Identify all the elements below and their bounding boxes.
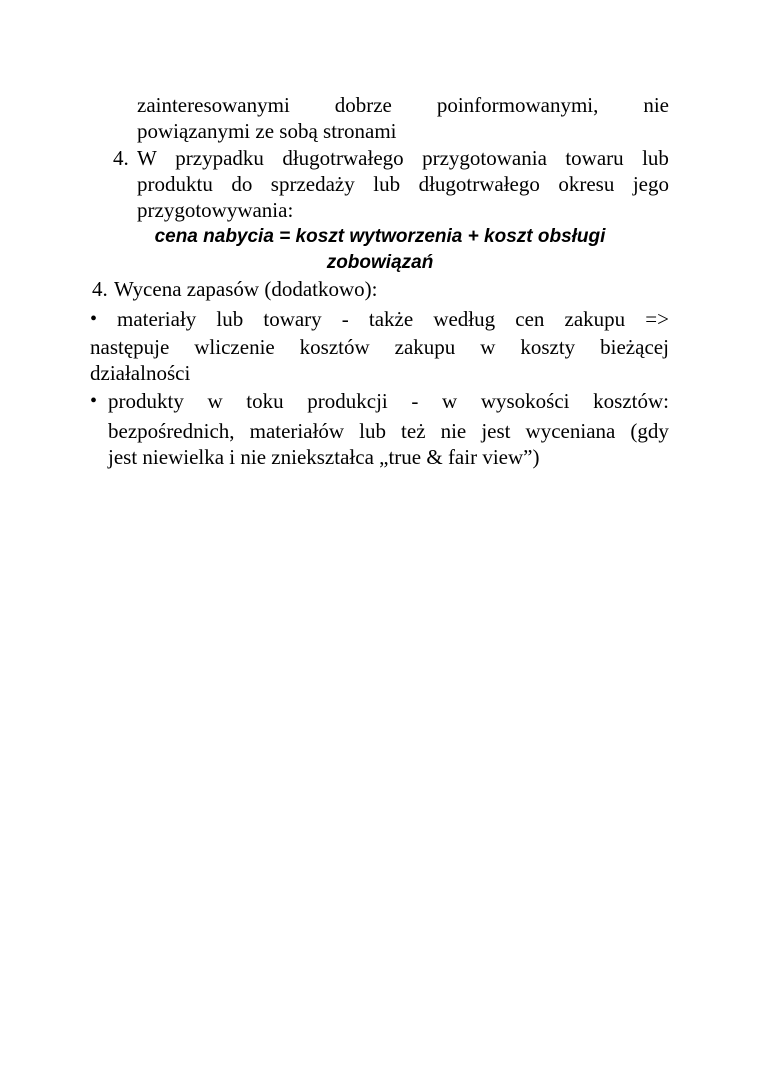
item3-line2: powiązanymi ze sobą stronami	[137, 119, 397, 143]
word: lub	[373, 172, 401, 196]
word: przypadku	[175, 146, 264, 170]
word: do	[231, 172, 253, 196]
word: jest	[481, 419, 511, 443]
word: produktu	[137, 172, 213, 196]
word: sprzedaży	[270, 172, 355, 196]
word: bieżącej	[600, 335, 669, 359]
word: dobrze	[334, 93, 392, 117]
word: materiały	[117, 307, 197, 331]
word: W	[137, 146, 157, 170]
word: okresu	[558, 172, 615, 196]
item4-line3: przygotowywania:	[137, 198, 294, 222]
section4-number: 4.	[92, 277, 108, 301]
section4-title: Wycena zapasów (dodatkowo):	[114, 277, 378, 301]
word: wyceniana	[525, 419, 616, 443]
word: przygotowania	[422, 146, 547, 170]
word: w	[442, 389, 458, 413]
word: bezpośrednich,	[108, 419, 235, 443]
word: zakupu	[394, 335, 456, 359]
word: kosztów	[299, 335, 370, 359]
bullet2-line1	[108, 388, 669, 414]
bullet-icon: •	[90, 308, 98, 330]
bullet-icon: •	[90, 390, 98, 412]
word: też	[401, 419, 426, 443]
word: towaru	[565, 146, 624, 170]
item4-line1	[137, 145, 669, 171]
item4-number: 4.	[113, 146, 129, 170]
word: zainteresowanymi	[137, 93, 290, 117]
word: kosztów:	[593, 389, 669, 413]
word: toku	[246, 389, 284, 413]
word: cen	[515, 307, 545, 331]
word: nie	[643, 93, 669, 117]
word: -	[341, 307, 349, 331]
word: lub	[359, 419, 386, 443]
word: zakupu	[564, 307, 626, 331]
word: produkty	[108, 389, 184, 413]
bullet1-line2	[90, 334, 669, 360]
word: produkcji	[307, 389, 388, 413]
word: lub	[216, 307, 244, 331]
bullet2-line2	[108, 418, 669, 444]
word: materiałów	[249, 419, 345, 443]
formula-line2: zobowiązań	[326, 252, 434, 273]
word: także	[368, 307, 414, 331]
word: długotrwałego	[282, 146, 404, 170]
word: lub	[642, 146, 669, 170]
word: wysokości	[480, 389, 570, 413]
word: wliczenie	[194, 335, 275, 359]
word: w	[480, 335, 496, 359]
word: w	[207, 389, 223, 413]
formula-line1: cena nabycia = koszt wytworzenia + koszt obsługi	[154, 226, 606, 247]
word: towary	[263, 307, 322, 331]
bullet2-line3: jest niewielka i nie zniekształca „true & fair view”)	[108, 445, 540, 469]
word: poinformowanymi,	[436, 93, 599, 117]
word: (gdy	[630, 419, 669, 443]
item3-line1	[137, 92, 669, 118]
item4-line2	[137, 171, 669, 197]
word: koszty	[520, 335, 576, 359]
bullet1-line1	[117, 306, 669, 332]
word: długotrwałego	[418, 172, 540, 196]
word: nie	[440, 419, 467, 443]
word: =>	[645, 307, 669, 331]
bullet1-line3: działalności	[90, 361, 191, 385]
word: według	[433, 307, 496, 331]
word: następuje	[90, 335, 170, 359]
word: jego	[632, 172, 669, 196]
word: -	[411, 389, 419, 413]
